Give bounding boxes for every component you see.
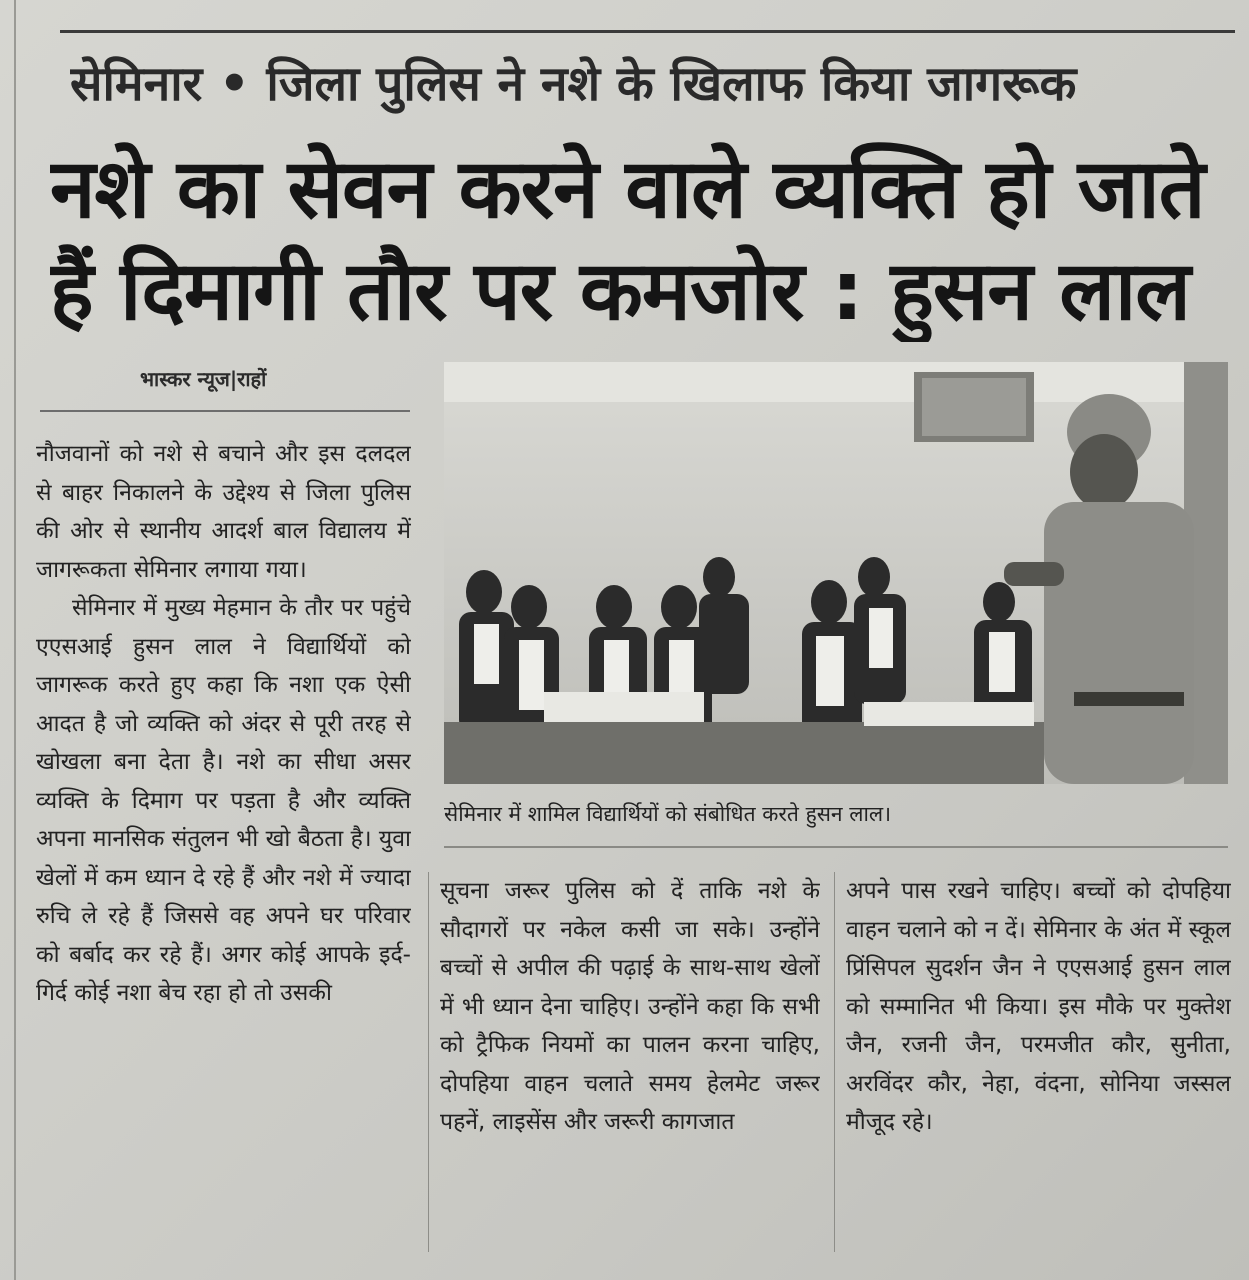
- photo-caption: सेमिनार में शामिल विद्यार्थियों को संबोधित करते हुसन लाल।: [444, 802, 892, 826]
- article-paragraph: नौजवानों को नशे से बचाने और इस दलदल से बाहर निकालने के उद्देश्य से जिला पुलिस की ओर से स्थानीय आदर्श बाल विद्यालय में जागरूकता सेमिनार लगाया गया।: [36, 441, 411, 583]
- caption-rule: [444, 846, 1228, 848]
- article-column-3: [846, 872, 1231, 1262]
- article-column-1: [36, 435, 411, 1245]
- column-separator: [834, 872, 835, 1252]
- headline-line-1: नशे का सेवन करने वाले व्यक्ति हो जाते: [50, 142, 1205, 237]
- article-paragraph: अपने पास रखने चाहिए। बच्चों को दोपहिया वाहन चलाने को न दें। सेमिनार के अंत में स्कूल प्रिंसिपल सुदर्शन जैन ने एएसआई हुसन लाल को सम्मानित भी किया। इस मौके पर मुक्तेश जैन, रजनी जैन, परमजीत कौर, सुनीता, अरविंदर कौर, नेहा, वंदना, सोनिया जस्सल मौजूद रहे।: [846, 878, 1231, 1135]
- article-column-2: [440, 872, 820, 1262]
- kicker-headline: सेमिनार • जिला पुलिस ने नशे के खिलाफ किया जागरूक: [70, 56, 1077, 112]
- classroom-photo-illustration: [444, 362, 1228, 784]
- headline-line-2: हैं दिमागी तौर पर कमजोर : हुसन लाल: [50, 244, 1190, 339]
- article-paragraph: सेमिनार में मुख्य मेहमान के तौर पर पहुंचे एएसआई हुसन लाल ने विद्यार्थियों को जागरूक करते हुए कहा कि नशा एक ऐसी आदत है जो व्यक्ति को अंदर से पूरी तरह से खोखला बना देता है। नशे का सीधा असर व्यक्ति के दिमाग पर पड़ता है और व्यक्ति अपना मानसिक संतुलन भी खो बैठता है। युवा खेलों में कम ध्यान दे रहे हैं और नशे में ज्यादा रुचि ले रहे हैं जिससे वह अपने घर परिवार को बर्बाद कर रहे हैं। अगर कोई आपके इर्द-गिर्द कोई नशा बेच रहा हो तो उसकी: [36, 595, 411, 1006]
- column-separator: [428, 872, 429, 1252]
- news-photo: [444, 362, 1228, 784]
- byline-rule: [40, 410, 410, 412]
- top-rule: [60, 30, 1235, 33]
- article-paragraph: सूचना जरूर पुलिस को दें ताकि नशे के सौदागरों पर नकेल कसी जा सके। उन्होंने बच्चों से अपील की पढ़ाई के साथ-साथ खेलों में भी ध्यान देना चाहिए। उन्होंने कहा कि सभी को ट्रैफिक नियमों का पालन करना चाहिए, दोपहिया वाहन चलाते समय हेलमेट जरूर पहनें, लाइसेंस और जरूरी कागजात: [440, 878, 820, 1135]
- page-fold-line: [14, 0, 16, 1280]
- byline: भास्कर न्यूज|राहों: [140, 367, 267, 391]
